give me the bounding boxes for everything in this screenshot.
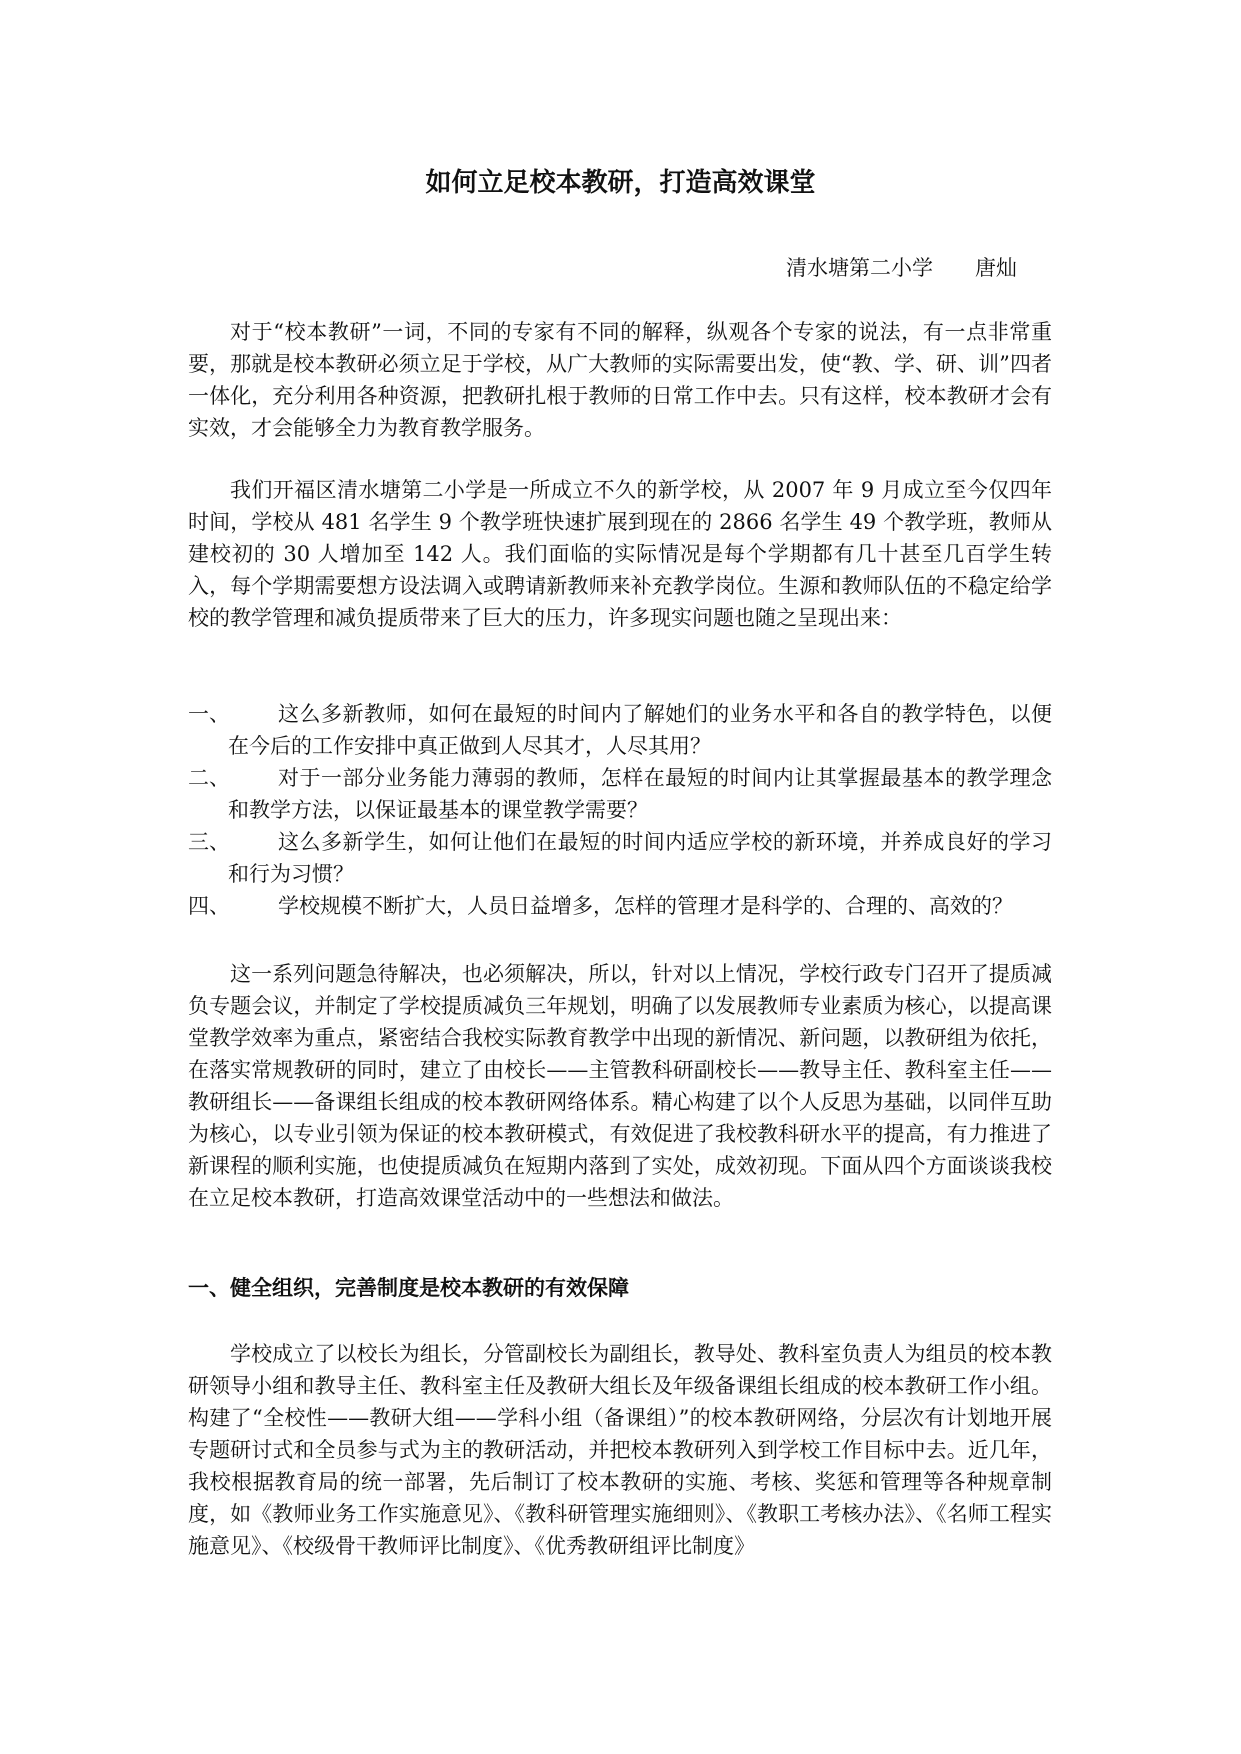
list-item-text: 这么多新教师，如何在最短的时间内了解她们的业务水平和各自的教学特色，以便在今后的工作安排中真正做到人尽其才，人尽其用？ (228, 702, 1052, 758)
list-item-number: 三、 (188, 830, 230, 854)
list-item-text: 这么多新学生，如何让他们在最短的时间内适应学校的新环境，并养成良好的学习和行为习惯？ (228, 830, 1052, 886)
list-item-number: 四、 (188, 894, 230, 918)
paragraph-measures: 这一系列问题急待解决，也必须解决，所以，针对以上情况，学校行政专门召开了提质减负专题会议，并制定了学校提质减负三年规划，明确了以发展教师专业素质为核心，以提高课堂教学效率为重点，紧密结合我校实际教育教学中出现的新情况、新问题，以教研组为依托，在落实常规教研的同时，建立了由校长——主管教科研副校长——教导主任、教科室主任——教研组长——备课组长组成的校本教研网络体系。精心构建了以个人反思为基础，以同伴互助为核心，以专业引领为保证的校本教研模式，有效促进了我校教科研水平的提高，有力推进了新课程的顺利实施，也使提质减负在短期内落到了实处，成效初现。下面从四个方面谈谈我校在立足校本教研，打造高效课堂活动中的一些想法和做法。 (188, 962, 1052, 1210)
document-title: 如何立足校本教研，打造高效课堂 (425, 168, 816, 198)
list-item (188, 698, 1052, 762)
list-item-number: 一、 (188, 702, 230, 726)
list-item-number: 二、 (188, 766, 230, 790)
section-heading: 一、健全组织，完善制度是校本教研的有效保障 (188, 1275, 629, 1300)
question-list (188, 698, 1052, 922)
list-item-text: 学校规模不断扩大，人员日益增多，怎样的管理才是科学的、合理的、高效的？ (278, 894, 1013, 918)
author-line: 清水塘第二小学 唐灿 (786, 256, 1017, 280)
list-item (188, 890, 1052, 922)
paragraph-organization: 学校成立了以校长为组长，分管副校长为副组长，教导处、教科室负责人为组员的校本教研领导小组和教导主任、教科室主任及教研大组长及年级备课组长组成的校本教研工作小组。构建了“全校性——教研大组——学科小组（备课组）”的校本教研网络，分层次有计划地开展专题研讨式和全员参与式为主的教研活动，并把校本教研列入到学校工作目标中去。近几年，我校根据教育局的统一部署，先后制订了校本教研的实施、考核、奖惩和管理等各种规章制度，如《教师业务工作实施意见》、《教科研管理实施细则》、《教职工考核办法》、《名师工程实施意见》、《校级骨干教师评比制度》、《优秀教研组评比制度》 (188, 1342, 1052, 1558)
paragraph-school-background: 我们开福区清水塘第二小学是一所成立不久的新学校，从 2007 年 9 月成立至今仅四年时间，学校从 481 名学生 9 个教学班快速扩展到现在的 2866 名学生 49 个教学班，教师从建校初的 30 人增加至 142 人。我们面临的实际情况是每个学期都有几十甚至几百学生转入，每个学期需要想方设法调入或聘请新教师来补充教学岗位。生源和教师队伍的不稳定给学校的教学管理和减负提质带来了巨大的压力，许多现实问题也随之呈现出来： (188, 478, 1052, 630)
paragraph-intro: 对于“校本教研”一词，不同的专家有不同的解释，纵观各个专家的说法，有一点非常重要，那就是校本教研必须立足于学校，从广大教师的实际需要出发，使“教、学、研、训”四者一体化，充分利用各种资源，把教研扎根于教师的日常工作中去。只有这样，校本教研才会有实效，才会能够全力为教育教学服务。 (188, 320, 1052, 440)
list-item (188, 762, 1052, 826)
list-item-text: 对于一部分业务能力薄弱的教师，怎样在最短的时间内让其掌握最基本的教学理念和教学方法，以保证最基本的课堂教学需要？ (228, 766, 1052, 822)
list-item (188, 826, 1052, 890)
